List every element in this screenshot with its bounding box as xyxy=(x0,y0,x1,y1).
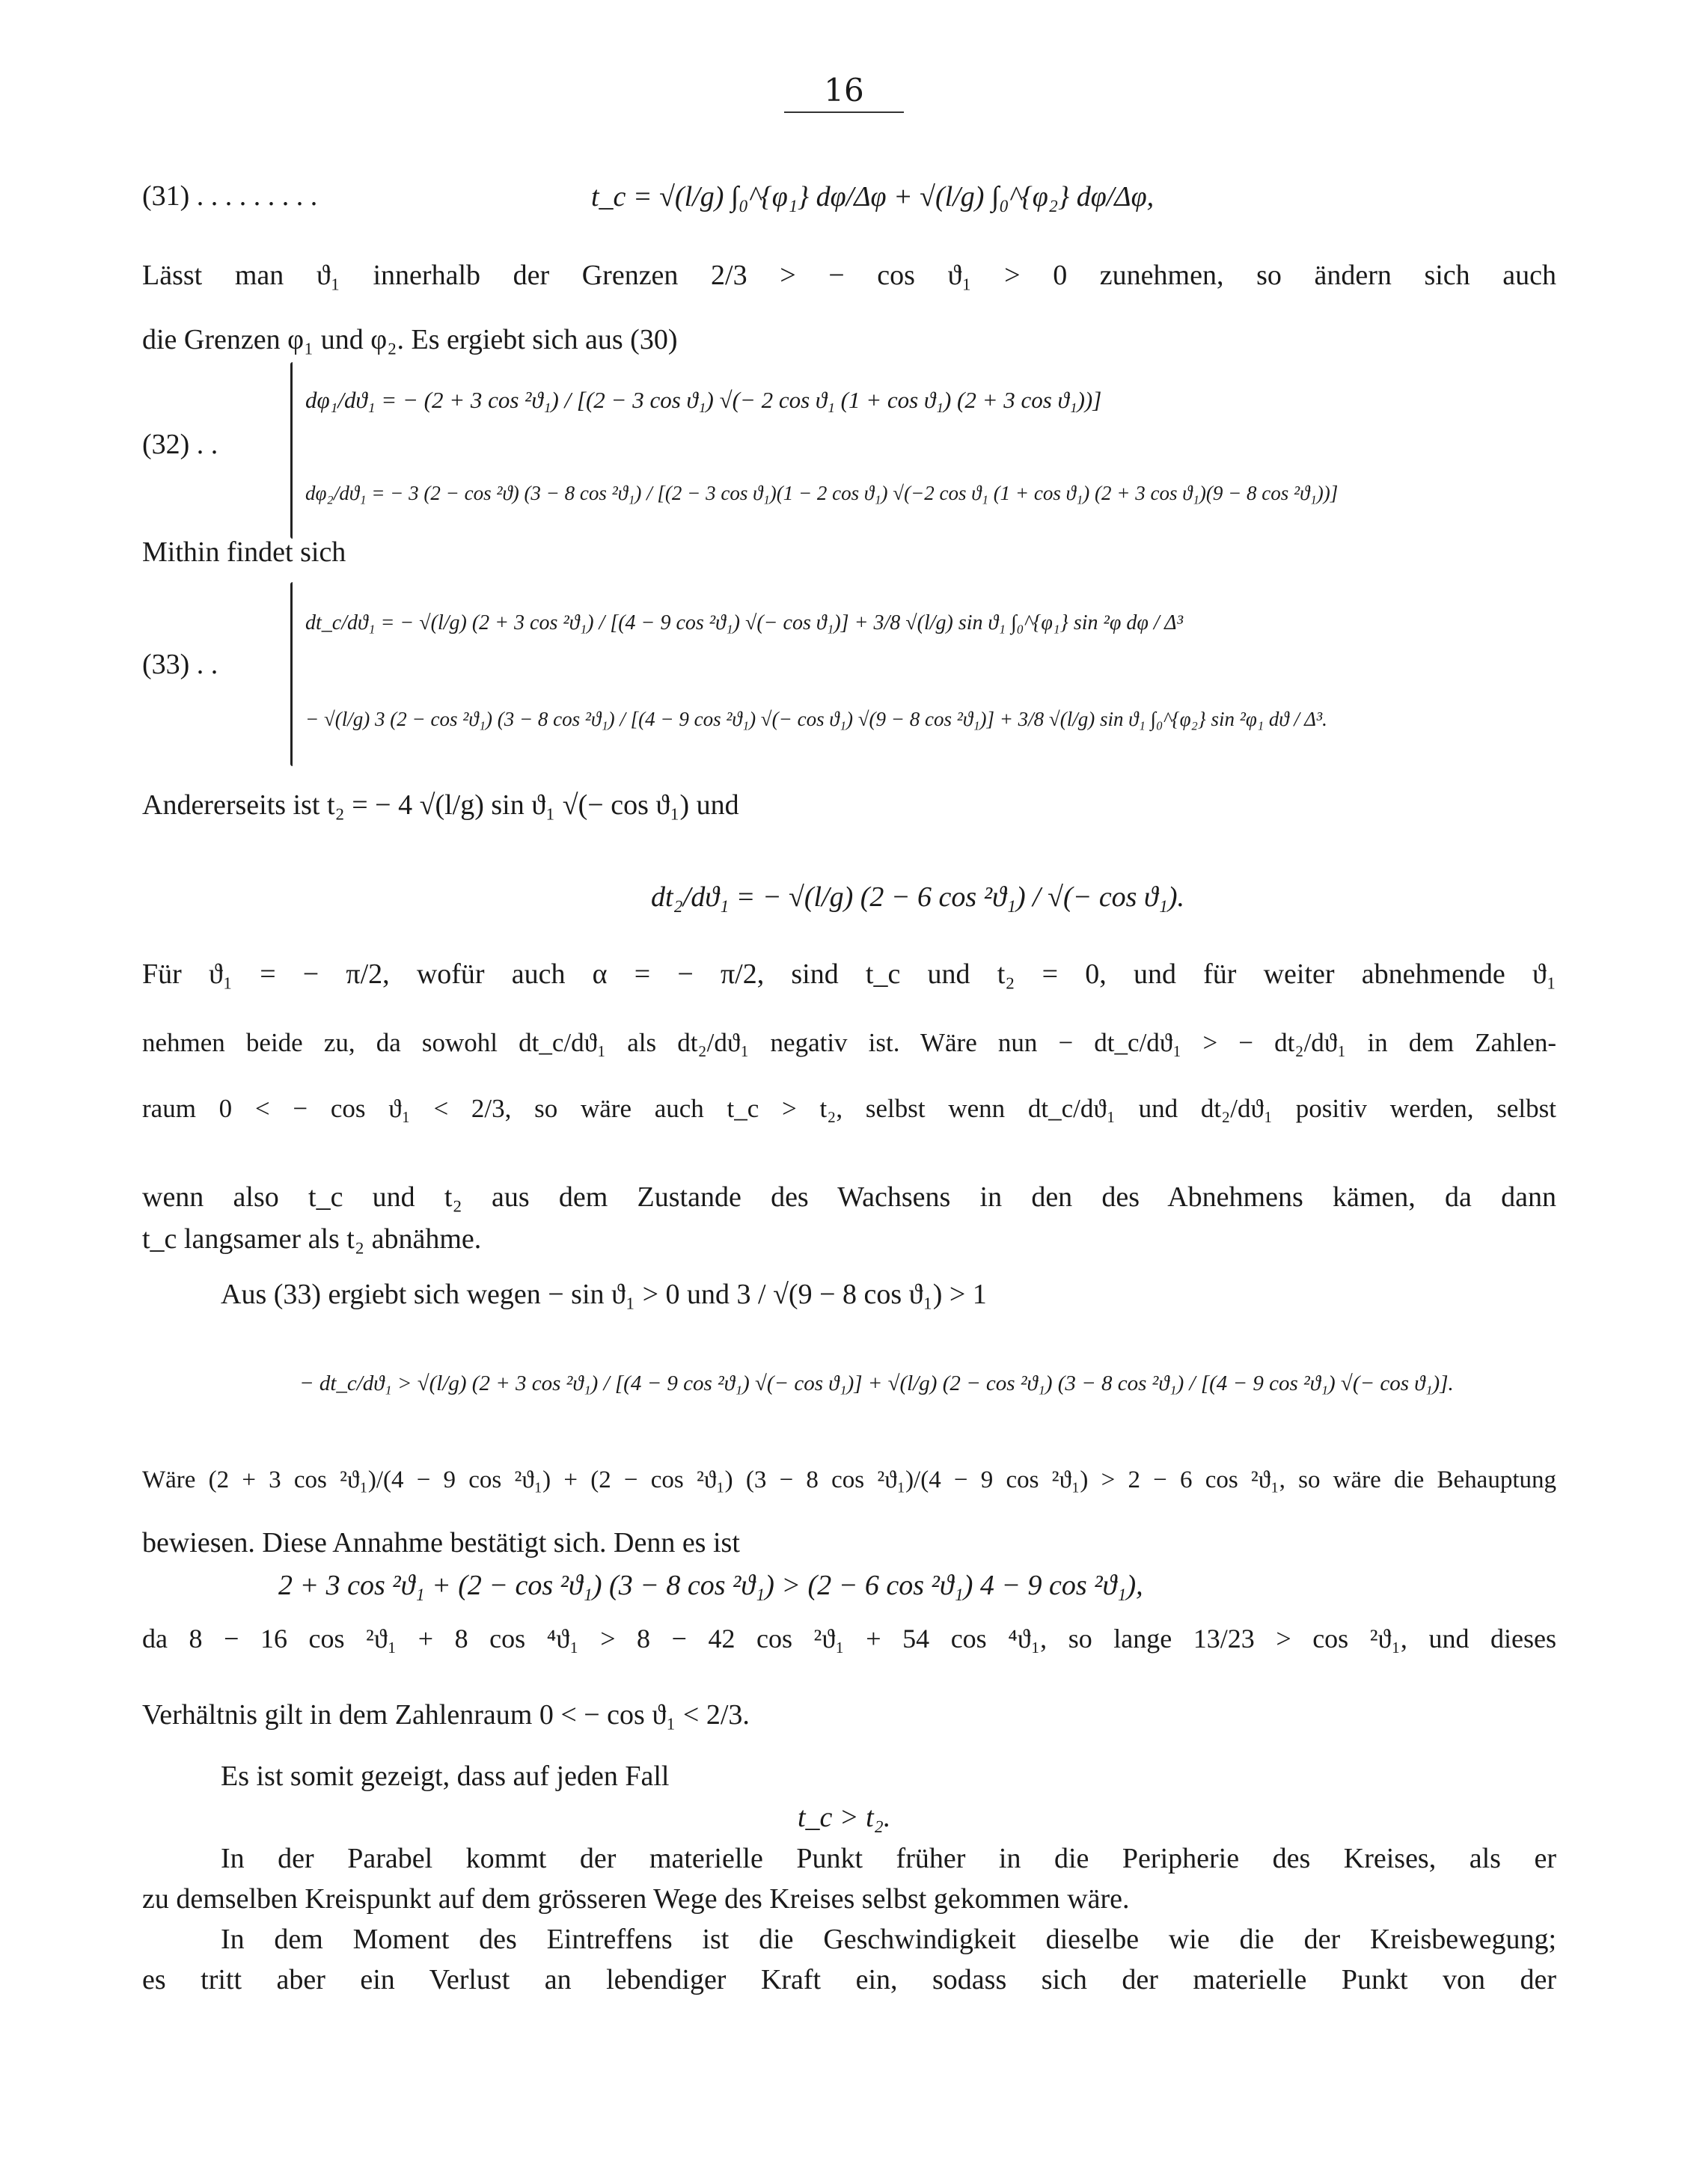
paragraph-line: raum 0 < − cos ϑ₁ < 2/3, so wäre auch t_c > t₂, selbst wenn dt_c/dϑ₁ und dt₂/dϑ₁ positiv werden, selbst xyxy=(142,1094,1556,1123)
equation-32-a: dφ₁/dϑ₁ = − (2 + 3 cos ²ϑ₁) / [(2 − 3 cos ϑ₁) √(− 2 cos ϑ₁ (1 + cos ϑ₁) (2 + 3 cos ϑ₁))] xyxy=(305,387,1102,413)
page-number: 16 xyxy=(784,72,904,113)
paragraph-line: Lässt man ϑ₁ innerhalb der Grenzen 2/3 > − cos ϑ₁ > 0 zunehmen, so ändern sich auch xyxy=(142,260,1556,291)
equation-33-b: − √(l/g) 3 (2 − cos ²ϑ₁) (3 − 8 cos ²ϑ₁) / [(4 − 9 cos ²ϑ₁) √(− cos ϑ₁) √(9 − 8 cos ²ϑ₁)] + 3/8 √(l/g) sin ϑ₁ ∫₀^{φ₂} sin ²φ₁ dϑ / Δ³. xyxy=(305,708,1327,730)
equation-37: t_c > t₂. xyxy=(798,1802,891,1833)
paragraph-line: bewiesen. Diese Annahme bestätigt sich. Denn es ist xyxy=(142,1527,740,1559)
equation-36: 2 + 3 cos ²ϑ₁ + (2 − cos ²ϑ₁) (3 − 8 cos ²ϑ₁) > (2 − 6 cos ²ϑ₁) 4 − 9 cos ²ϑ₁), xyxy=(278,1570,1143,1601)
paragraph-line: In dem Moment des Eintreffens ist die Geschwindigkeit dieselbe wie die der Kreisbewegung; xyxy=(221,1924,1556,1955)
paragraph-line: Wäre (2 + 3 cos ²ϑ₁)/(4 − 9 cos ²ϑ₁) + (2 − cos ²ϑ₁) (3 − 8 cos ²ϑ₁)/(4 − 9 cos ²ϑ₁) > 2 − 6 cos ²ϑ₁, so wäre die Behauptung xyxy=(142,1466,1556,1493)
equation-brace xyxy=(290,362,293,539)
paragraph-line: Verhältnis gilt in dem Zahlenraum 0 < − cos ϑ₁ < 2/3. xyxy=(142,1699,750,1731)
paragraph-line: nehmen beide zu, da sowohl dt_c/dϑ₁ als dt₂/dϑ₁ negativ ist. Wäre nun − dt_c/dϑ₁ > − dt₂/dϑ₁ in dem Zahlen- xyxy=(142,1028,1556,1057)
equation-label-32: (32) . . xyxy=(142,429,218,460)
paragraph-line: es tritt aber ein Verlust an lebendiger Kraft ein, sodass sich der materielle Punkt von der xyxy=(142,1964,1556,1995)
equation-34: dt₂/dϑ₁ = − √(l/g) (2 − 6 cos ²ϑ₁) / √(− cos ϑ₁). xyxy=(651,881,1184,913)
paragraph-line: Es ist somit gezeigt, dass auf jeden Fall xyxy=(221,1761,670,1792)
paragraph-line: zu demselben Kreispunkt auf dem grösseren Wege des Kreises selbst gekommen wäre. xyxy=(142,1883,1130,1915)
paragraph-line: da 8 − 16 cos ²ϑ₁ + 8 cos ⁴ϑ₁ > 8 − 42 cos ²ϑ₁ + 54 cos ⁴ϑ₁, so lange 13/23 > cos ²ϑ₁, und dieses xyxy=(142,1624,1556,1654)
equation-32-b: dφ₂/dϑ₁ = − 3 (2 − cos ²ϑ) (3 − 8 cos ²ϑ₁) / [(2 − 3 cos ϑ₁)(1 − 2 cos ϑ₁) √(−2 cos ϑ₁ (1 + cos ϑ₁) (2 + 3 cos ϑ₁)(9 − 8 cos ²ϑ₁))] xyxy=(305,482,1339,504)
equation-brace xyxy=(290,582,293,766)
equation-35: − dt_c/dϑ₁ > √(l/g) (2 + 3 cos ²ϑ₁) / [(4 − 9 cos ²ϑ₁) √(− cos ϑ₁)] + √(l/g) (2 − cos ²ϑ₁) (3 − 8 cos ²ϑ₁) / [(4 − 9 cos ²ϑ₁) √(− cos ϑ₁)]. xyxy=(299,1371,1454,1395)
equation-31: t_c = √(l/g) ∫₀^{φ₁} dφ/Δφ + √(l/g) ∫₀^{φ₂} dφ/Δφ, xyxy=(591,181,1155,212)
paragraph-line: Für ϑ₁ = − π/2, wofür auch α = − π/2, sind t_c und t₂ = 0, und für weiter abnehmende ϑ₁ xyxy=(142,958,1556,990)
equation-label-33: (33) . . xyxy=(142,649,218,680)
paragraph-line: t_c langsamer als t₂ abnähme. xyxy=(142,1223,482,1255)
paragraph-line: Aus (33) ergiebt sich wegen − sin ϑ₁ > 0 und 3 / √(9 − 8 cos ϑ₁) > 1 xyxy=(221,1279,987,1310)
paragraph-line: In der Parabel kommt der materielle Punkt früher in die Peripherie des Kreises, als er xyxy=(221,1843,1556,1874)
equation-33-a: dt_c/dϑ₁ = − √(l/g) (2 + 3 cos ²ϑ₁) / [(4 − 9 cos ²ϑ₁) √(− cos ϑ₁)] + 3/8 √(l/g) sin ϑ₁ ∫₀^{φ₁} sin ²φ dφ / Δ³ xyxy=(305,611,1183,634)
paragraph-line: Andererseits ist t₂ = − 4 √(l/g) sin ϑ₁ √(− cos ϑ₁) und xyxy=(142,789,739,821)
paragraph-line: wenn also t_c und t₂ aus dem Zustande des Wachsens in den des Abnehmens kämen, da dann xyxy=(142,1181,1556,1213)
paragraph-line: Mithin findet sich xyxy=(142,536,346,568)
paragraph-line: die Grenzen φ₁ und φ₂. Es ergiebt sich aus (30) xyxy=(142,324,678,355)
equation-label-31: (31) . . . . . . . . . xyxy=(142,180,318,212)
